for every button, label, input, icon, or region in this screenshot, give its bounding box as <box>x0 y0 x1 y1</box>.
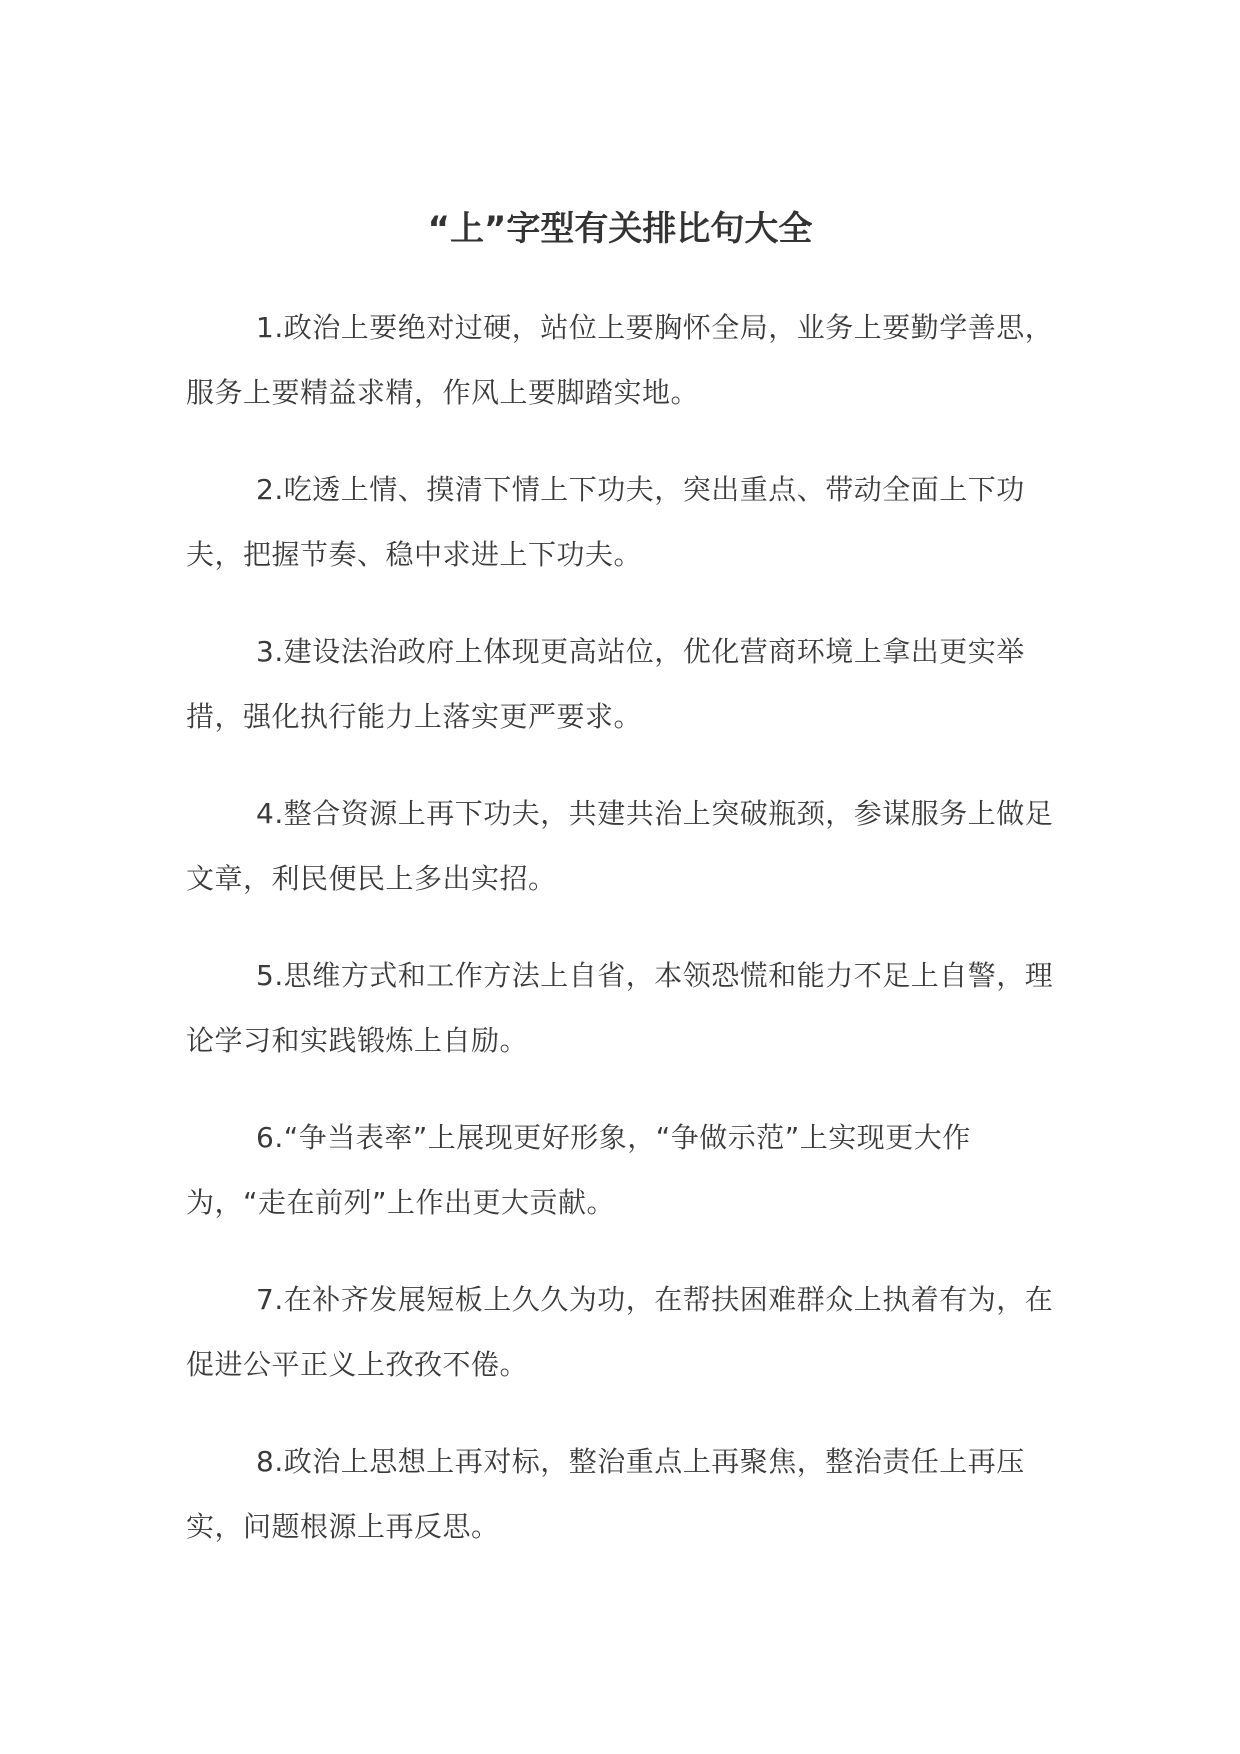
list-item: 8.政治上思想上再对标，整治重点上再聚焦，整治责任上再压实，问题根源上再反思。 <box>186 1445 1025 1543</box>
item-list <box>186 295 1066 1591</box>
list-item: 7.在补齐发展短板上久久为功，在帮扶困难群众上执着有为，在促进公平正义上孜孜不倦。 <box>186 1283 1054 1381</box>
list-item: 1.政治上要绝对过硬，站位上要胸怀全局，业务上要勤学善思，服务上要精益求精，作风上要脚踏实地。 <box>186 311 1054 409</box>
list-item: 5.思维方式和工作方法上自省，本领恐慌和能力不足上自警，理论学习和实践锻炼上自励。 <box>186 959 1054 1057</box>
list-item: 4.整合资源上再下功夫，共建共治上突破瓶颈，参谋服务上做足文章，利民便民上多出实招。 <box>186 797 1054 895</box>
document-title: “上”字型有关排比句大全 <box>427 209 813 249</box>
list-item: 2.吃透上情、摸清下情上下功夫，突出重点、带动全面上下功夫，把握节奏、稳中求进上下功夫。 <box>186 473 1025 571</box>
list-item: 6.“争当表率”上展现更好形象，“争做示范”上实现更大作为，“走在前列”上作出更大贡献。 <box>186 1121 971 1219</box>
list-item: 3.建设法治政府上体现更高站位，优化营商环境上拿出更实举措，强化执行能力上落实更严要求。 <box>186 635 1025 733</box>
